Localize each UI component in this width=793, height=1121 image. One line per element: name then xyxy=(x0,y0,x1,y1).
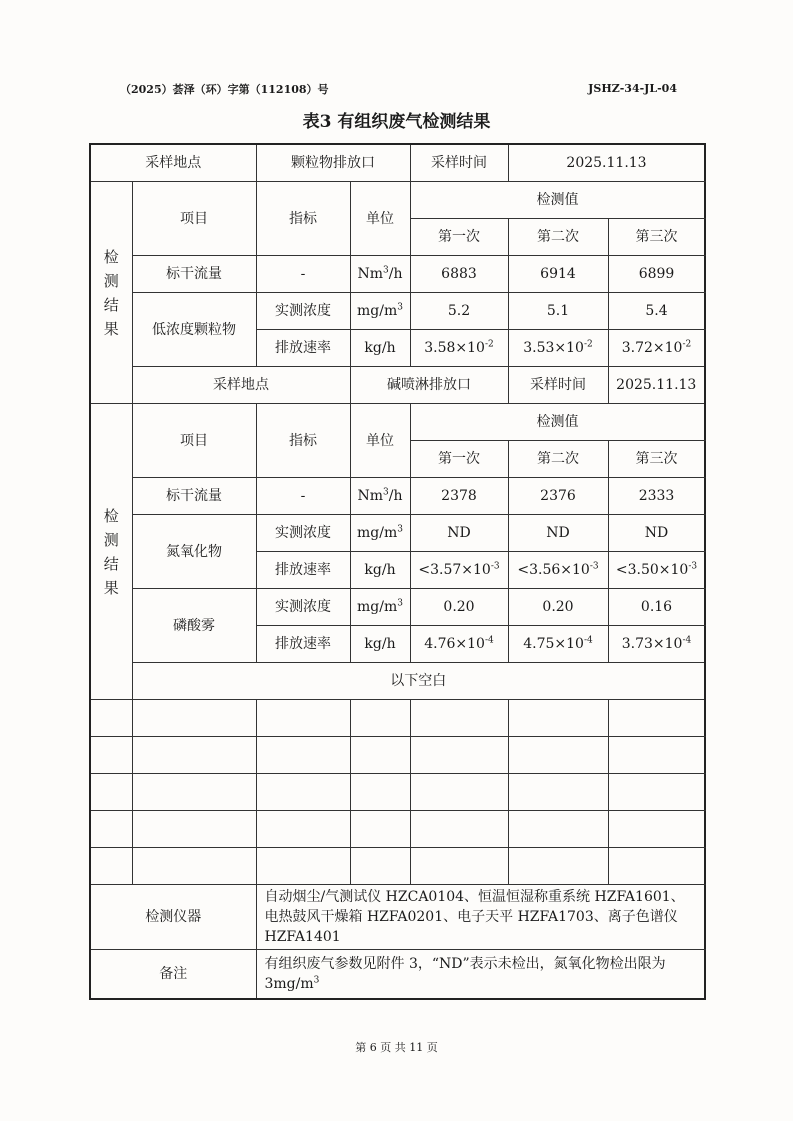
cell: $3.73\times 10^{-4}$ xyxy=(608,626,705,663)
flow-row xyxy=(90,256,705,293)
cell: 2376 xyxy=(508,478,608,515)
flow-unit: Nm$^3$/h xyxy=(350,256,410,293)
measured-header: 检测值 xyxy=(410,404,705,441)
cell: 5.4 xyxy=(608,293,705,330)
sample-site-value: 颗粒物排放口 xyxy=(256,144,410,182)
cell: 5.2 xyxy=(410,293,508,330)
flow-label: 标干流量 xyxy=(132,256,256,293)
conc-row xyxy=(90,515,705,552)
rate-unit: kg/h xyxy=(350,626,410,663)
remarks-label: 备注 xyxy=(90,950,256,1000)
rate-index: 排放速率 xyxy=(256,552,350,589)
sample-time-value: 2025.11.13 xyxy=(508,144,705,182)
rate-index: 排放速率 xyxy=(256,626,350,663)
flow-index: - xyxy=(256,256,350,293)
cell: $4.75\times 10^{-4}$ xyxy=(508,626,608,663)
remarks-text: 有组织废气参数见附件 3，“ND”表示未检出，氮氧化物检出限为 $3mg/m^3$ xyxy=(256,950,705,1000)
run-2-header: 第二次 xyxy=(508,441,608,478)
cell: 5.1 xyxy=(508,293,608,330)
instruments-text: 自动烟尘/气测试仪 HZCA0104、恒温恒湿称重系统 HZFA1601、电热鼓风干燥箱 HZFA0201、电子天平 HZFA1703、离子色谱仪 HZFA1401 xyxy=(256,885,705,950)
cell: $<3.57\times 10^{-3}$ xyxy=(410,552,508,589)
flow-label: 标干流量 xyxy=(132,478,256,515)
run-2-header: 第二次 xyxy=(508,219,608,256)
empty-row xyxy=(90,811,705,848)
cell: 6914 xyxy=(508,256,608,293)
cell: 6883 xyxy=(410,256,508,293)
rate-unit: kg/h xyxy=(350,330,410,367)
conc-index: 实测浓度 xyxy=(256,293,350,330)
report-number: （2025）荟泽（环）字第（112108）号 xyxy=(120,83,329,96)
sample-time-label: 采样时间 xyxy=(410,144,508,182)
cell: ND xyxy=(410,515,508,552)
pollutant-name: 磷酸雾 xyxy=(132,589,256,663)
conc-unit: $mg/m^3$ xyxy=(350,293,410,330)
cell: $<3.56\times 10^{-3}$ xyxy=(508,552,608,589)
cell: $3.72\times 10^{-2}$ xyxy=(608,330,705,367)
site2-header-row xyxy=(90,367,705,404)
sample-time-value: 2025.11.13 xyxy=(608,367,705,404)
blank-note: 以下空白 xyxy=(132,663,705,700)
conc-unit: $mg/m^3$ xyxy=(350,589,410,626)
run-3-header: 第三次 xyxy=(608,441,705,478)
sample-site-label: 采样地点 xyxy=(132,367,350,404)
conc-row xyxy=(90,589,705,626)
sample-time-label: 采样时间 xyxy=(508,367,608,404)
cell: 0.16 xyxy=(608,589,705,626)
rate-index: 排放速率 xyxy=(256,330,350,367)
item-header: 项目 xyxy=(132,404,256,478)
cell: 2333 xyxy=(608,478,705,515)
site1-header-row xyxy=(90,144,705,182)
run-1-header: 第一次 xyxy=(410,441,508,478)
empty-row xyxy=(90,737,705,774)
pollutant-name: 低浓度颗粒物 xyxy=(132,293,256,367)
column-header-row xyxy=(90,404,705,441)
results-table xyxy=(89,143,706,1000)
section-label: 检 测 结 果 xyxy=(90,404,132,700)
empty-row xyxy=(90,774,705,811)
cell: ND xyxy=(608,515,705,552)
instruments-label: 检测仪器 xyxy=(90,885,256,950)
conc-index: 实测浓度 xyxy=(256,589,350,626)
index-header: 指标 xyxy=(256,182,350,256)
item-header: 项目 xyxy=(132,182,256,256)
index-header: 指标 xyxy=(256,404,350,478)
cell: 2378 xyxy=(410,478,508,515)
pollutant-name: 氮氧化物 xyxy=(132,515,256,589)
page-footer: 第 6 页 共 11 页 xyxy=(355,1041,438,1054)
cell: $3.58\times 10^{-2}$ xyxy=(410,330,508,367)
sample-site-value: 碱喷淋排放口 xyxy=(350,367,508,404)
sample-site-label: 采样地点 xyxy=(90,144,256,182)
conc-row xyxy=(90,293,705,330)
blank-note-row xyxy=(90,663,705,700)
instruments-row xyxy=(90,885,705,950)
empty-row xyxy=(90,700,705,737)
conc-unit: $mg/m^3$ xyxy=(350,515,410,552)
column-header-row xyxy=(90,182,705,219)
cell: ND xyxy=(508,515,608,552)
flow-row xyxy=(90,478,705,515)
rate-unit: kg/h xyxy=(350,552,410,589)
cell: 0.20 xyxy=(410,589,508,626)
empty-row xyxy=(90,848,705,885)
cell: $3.53\times 10^{-2}$ xyxy=(508,330,608,367)
section-label: 检 测 结 果 xyxy=(90,182,132,404)
cell: $<3.50\times 10^{-3}$ xyxy=(608,552,705,589)
run-3-header: 第三次 xyxy=(608,219,705,256)
page-title: 表3 有组织废气检测结果 xyxy=(302,112,491,132)
run-1-header: 第一次 xyxy=(410,219,508,256)
remarks-row xyxy=(90,950,705,1000)
cell: 6899 xyxy=(608,256,705,293)
unit-header: 单位 xyxy=(350,404,410,478)
document-code: JSHZ-34-JL-04 xyxy=(588,82,677,95)
flow-index: - xyxy=(256,478,350,515)
unit-header: 单位 xyxy=(350,182,410,256)
flow-unit: Nm$^3$/h xyxy=(350,478,410,515)
conc-index: 实测浓度 xyxy=(256,515,350,552)
measured-header: 检测值 xyxy=(410,182,705,219)
cell: 0.20 xyxy=(508,589,608,626)
cell: $4.76\times 10^{-4}$ xyxy=(410,626,508,663)
